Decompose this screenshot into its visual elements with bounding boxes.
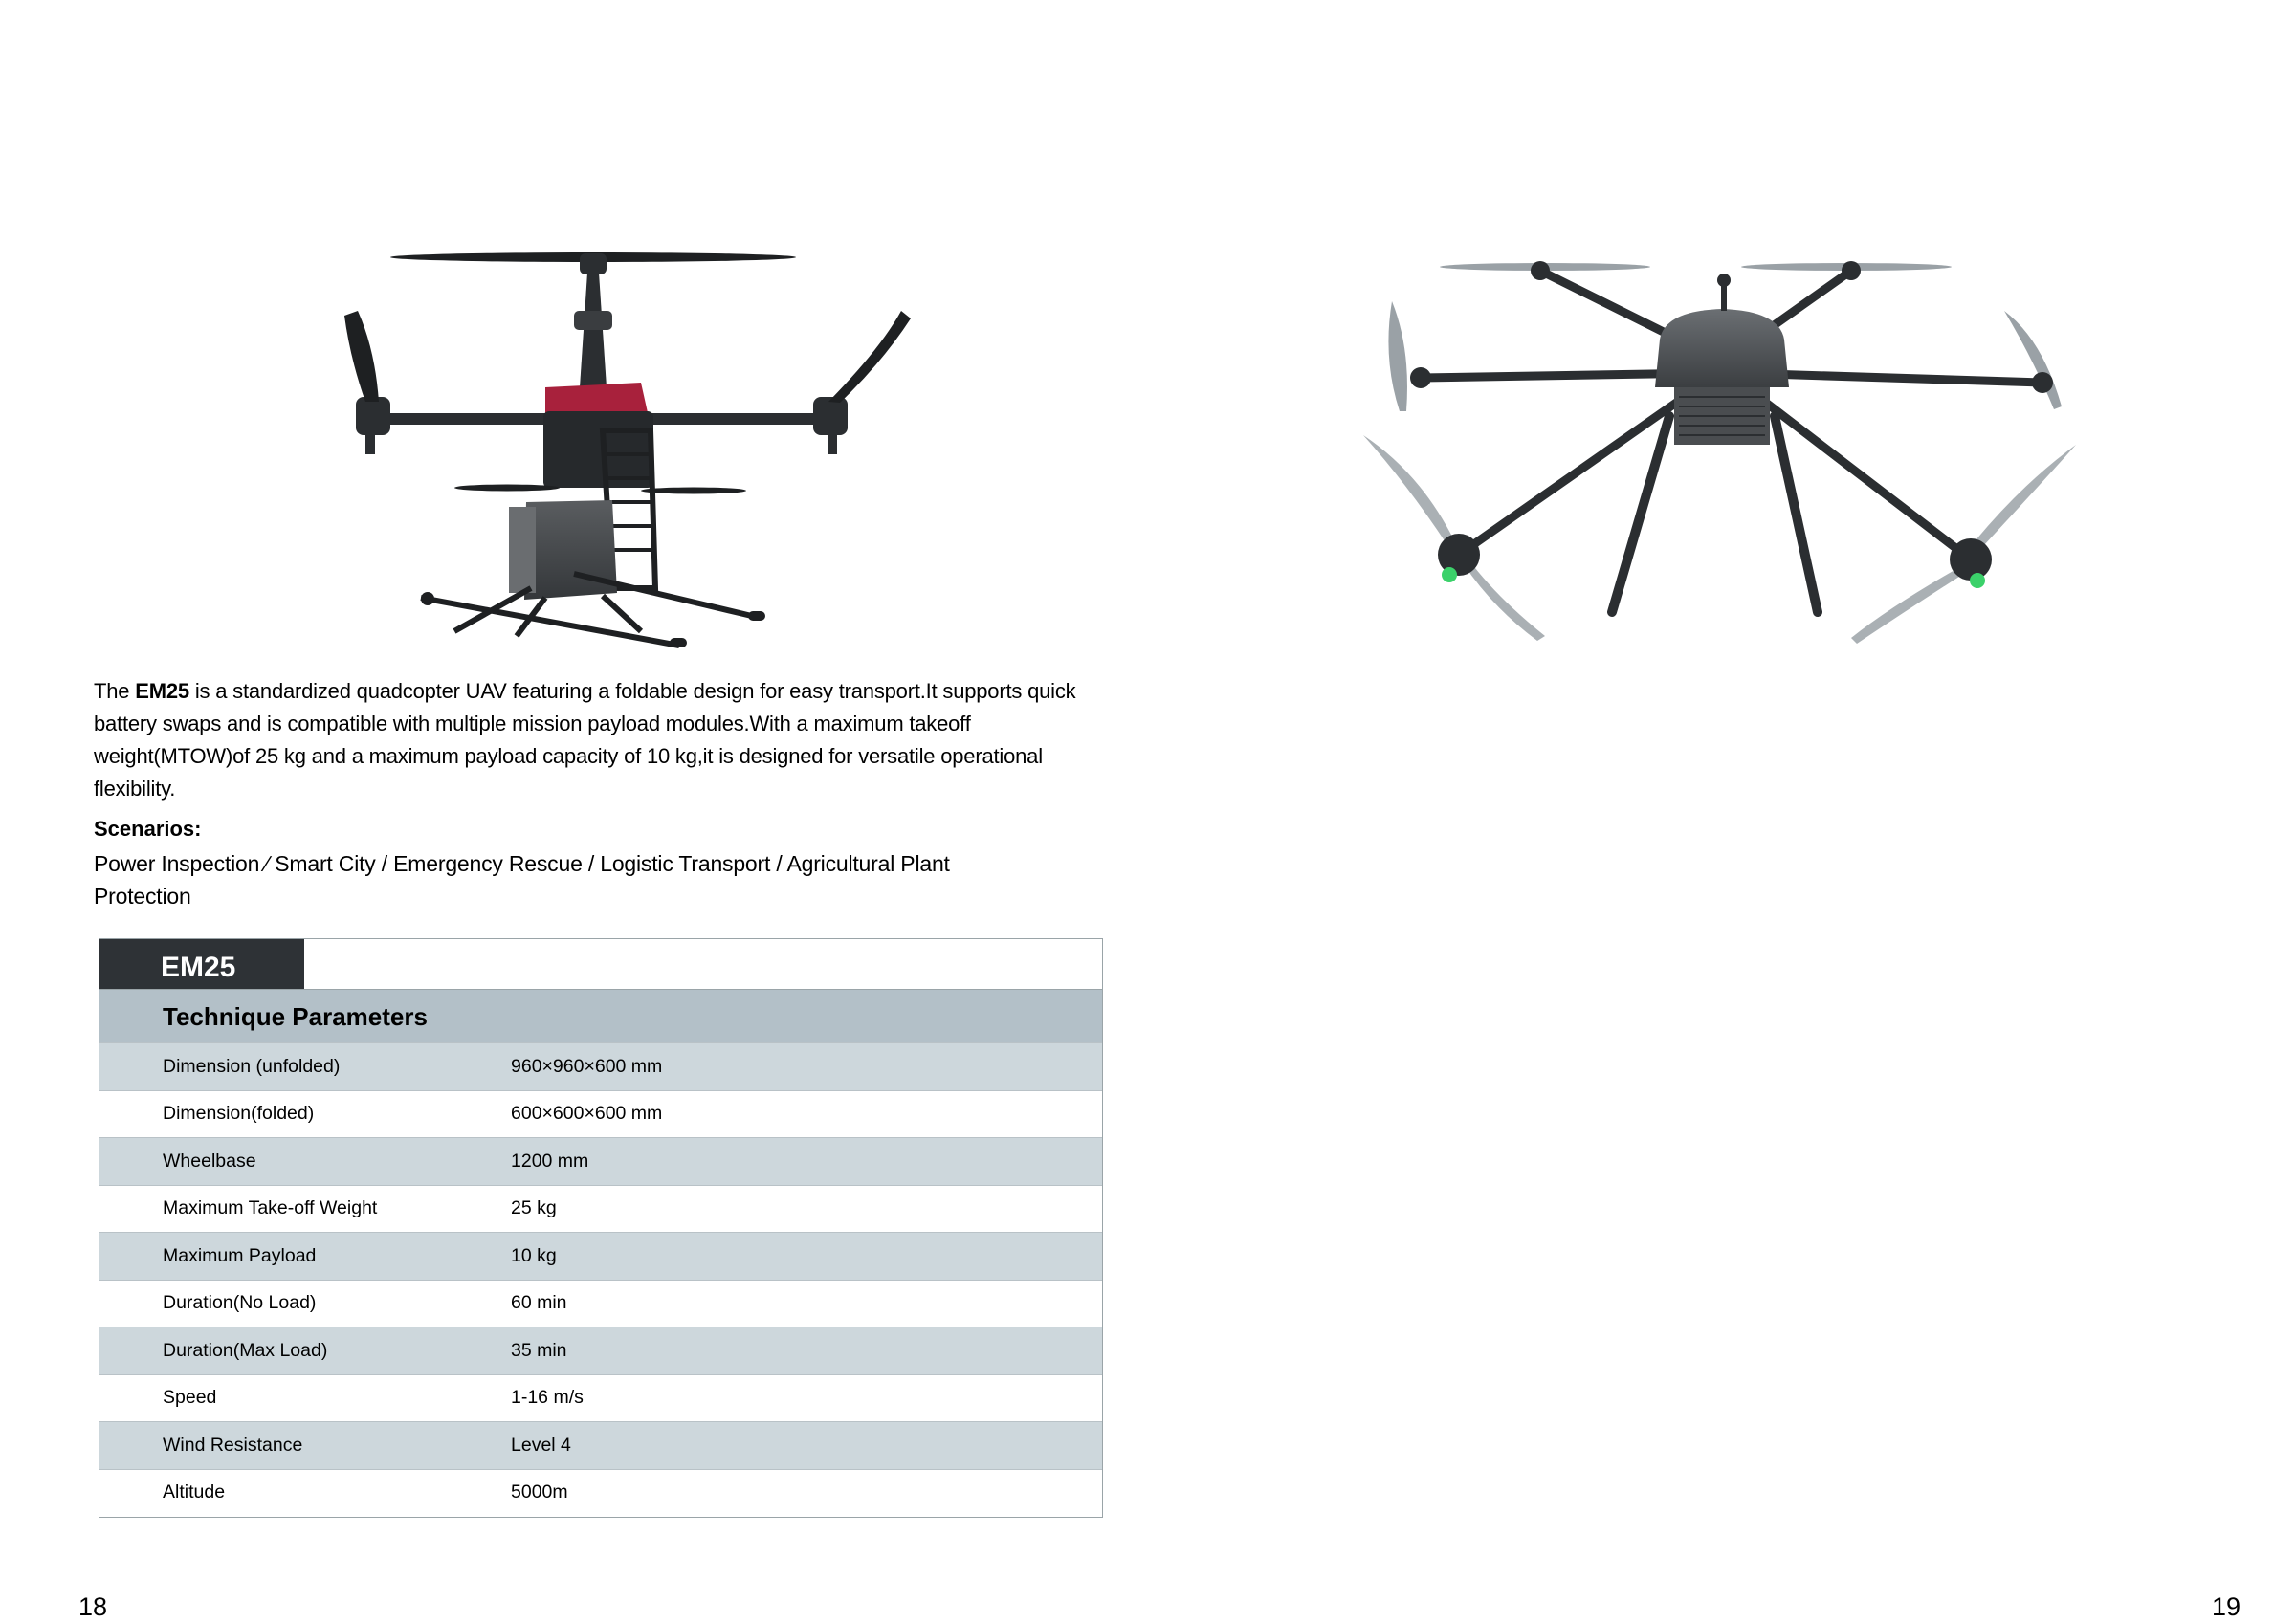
param-value: 1200 mm (511, 1150, 589, 1172)
intro-text: The (94, 679, 136, 703)
table-row (99, 1374, 1102, 1422)
param-name: Wheelbase (163, 1150, 256, 1172)
hexacopter-drone-image (1354, 253, 2086, 646)
page-number-right: 19 (2212, 1592, 2241, 1621)
param-name: Dimension(folded) (163, 1103, 315, 1125)
page-number-left: 18 (78, 1592, 108, 1621)
table-row (99, 1421, 1102, 1469)
param-value: 25 kg (511, 1197, 557, 1219)
table-row (99, 1327, 1102, 1374)
quadcopter-drone-image (287, 244, 918, 655)
table-row (99, 1280, 1102, 1327)
param-value: 600×600×600 mm (511, 1103, 663, 1125)
table-row (99, 1090, 1102, 1138)
param-name: Dimension (unfolded) (163, 1055, 341, 1077)
section-heading: Technique Parameters (99, 989, 1102, 1042)
param-name: Duration(No Load) (163, 1292, 317, 1314)
param-value: Level 4 (511, 1434, 571, 1456)
table-row (99, 1137, 1102, 1185)
param-value: 5000m (511, 1481, 568, 1503)
intro-text-continued: is a standardized quadcopter UAV featuring a foldable design for easy transport.It supports quick battery swaps and is compatible with multiple mission payload modules.With a maximum takeoff weight(MTOW)of 25 kg and a maximum payload capacity of 10 kg,it is designed for versatile operational flexibility. (94, 679, 1076, 801)
right-page (1148, 0, 2296, 1623)
table-row (99, 1042, 1102, 1090)
param-value: 1-16 m/s (511, 1387, 584, 1409)
param-name: Altitude (163, 1481, 226, 1503)
param-value: 35 min (511, 1339, 567, 1361)
table-row (99, 1469, 1102, 1517)
table-header-row (99, 939, 1102, 989)
table-row (99, 1185, 1102, 1233)
product-description (94, 675, 1089, 805)
parameter-table (99, 938, 1103, 1518)
param-name: Maximum Payload (163, 1244, 317, 1266)
param-value: 10 kg (511, 1244, 557, 1266)
param-name: Maximum Take-off Weight (163, 1197, 378, 1219)
param-value: 960×960×600 mm (511, 1055, 663, 1077)
scenarios-list: Power Inspection ∕ Smart City / Emergency Rescue / Logistic Transport / Agricultural Plant Protection (94, 851, 950, 909)
model-tab: EM25 (99, 939, 304, 989)
param-name: Duration(Max Load) (163, 1339, 328, 1361)
param-value: 60 min (511, 1292, 567, 1314)
scenarios-heading: Scenarios: (94, 817, 202, 841)
param-name: Speed (163, 1387, 217, 1409)
param-name: Wind Resistance (163, 1434, 303, 1456)
model-name: EM25 (135, 679, 189, 703)
table-row (99, 1232, 1102, 1280)
